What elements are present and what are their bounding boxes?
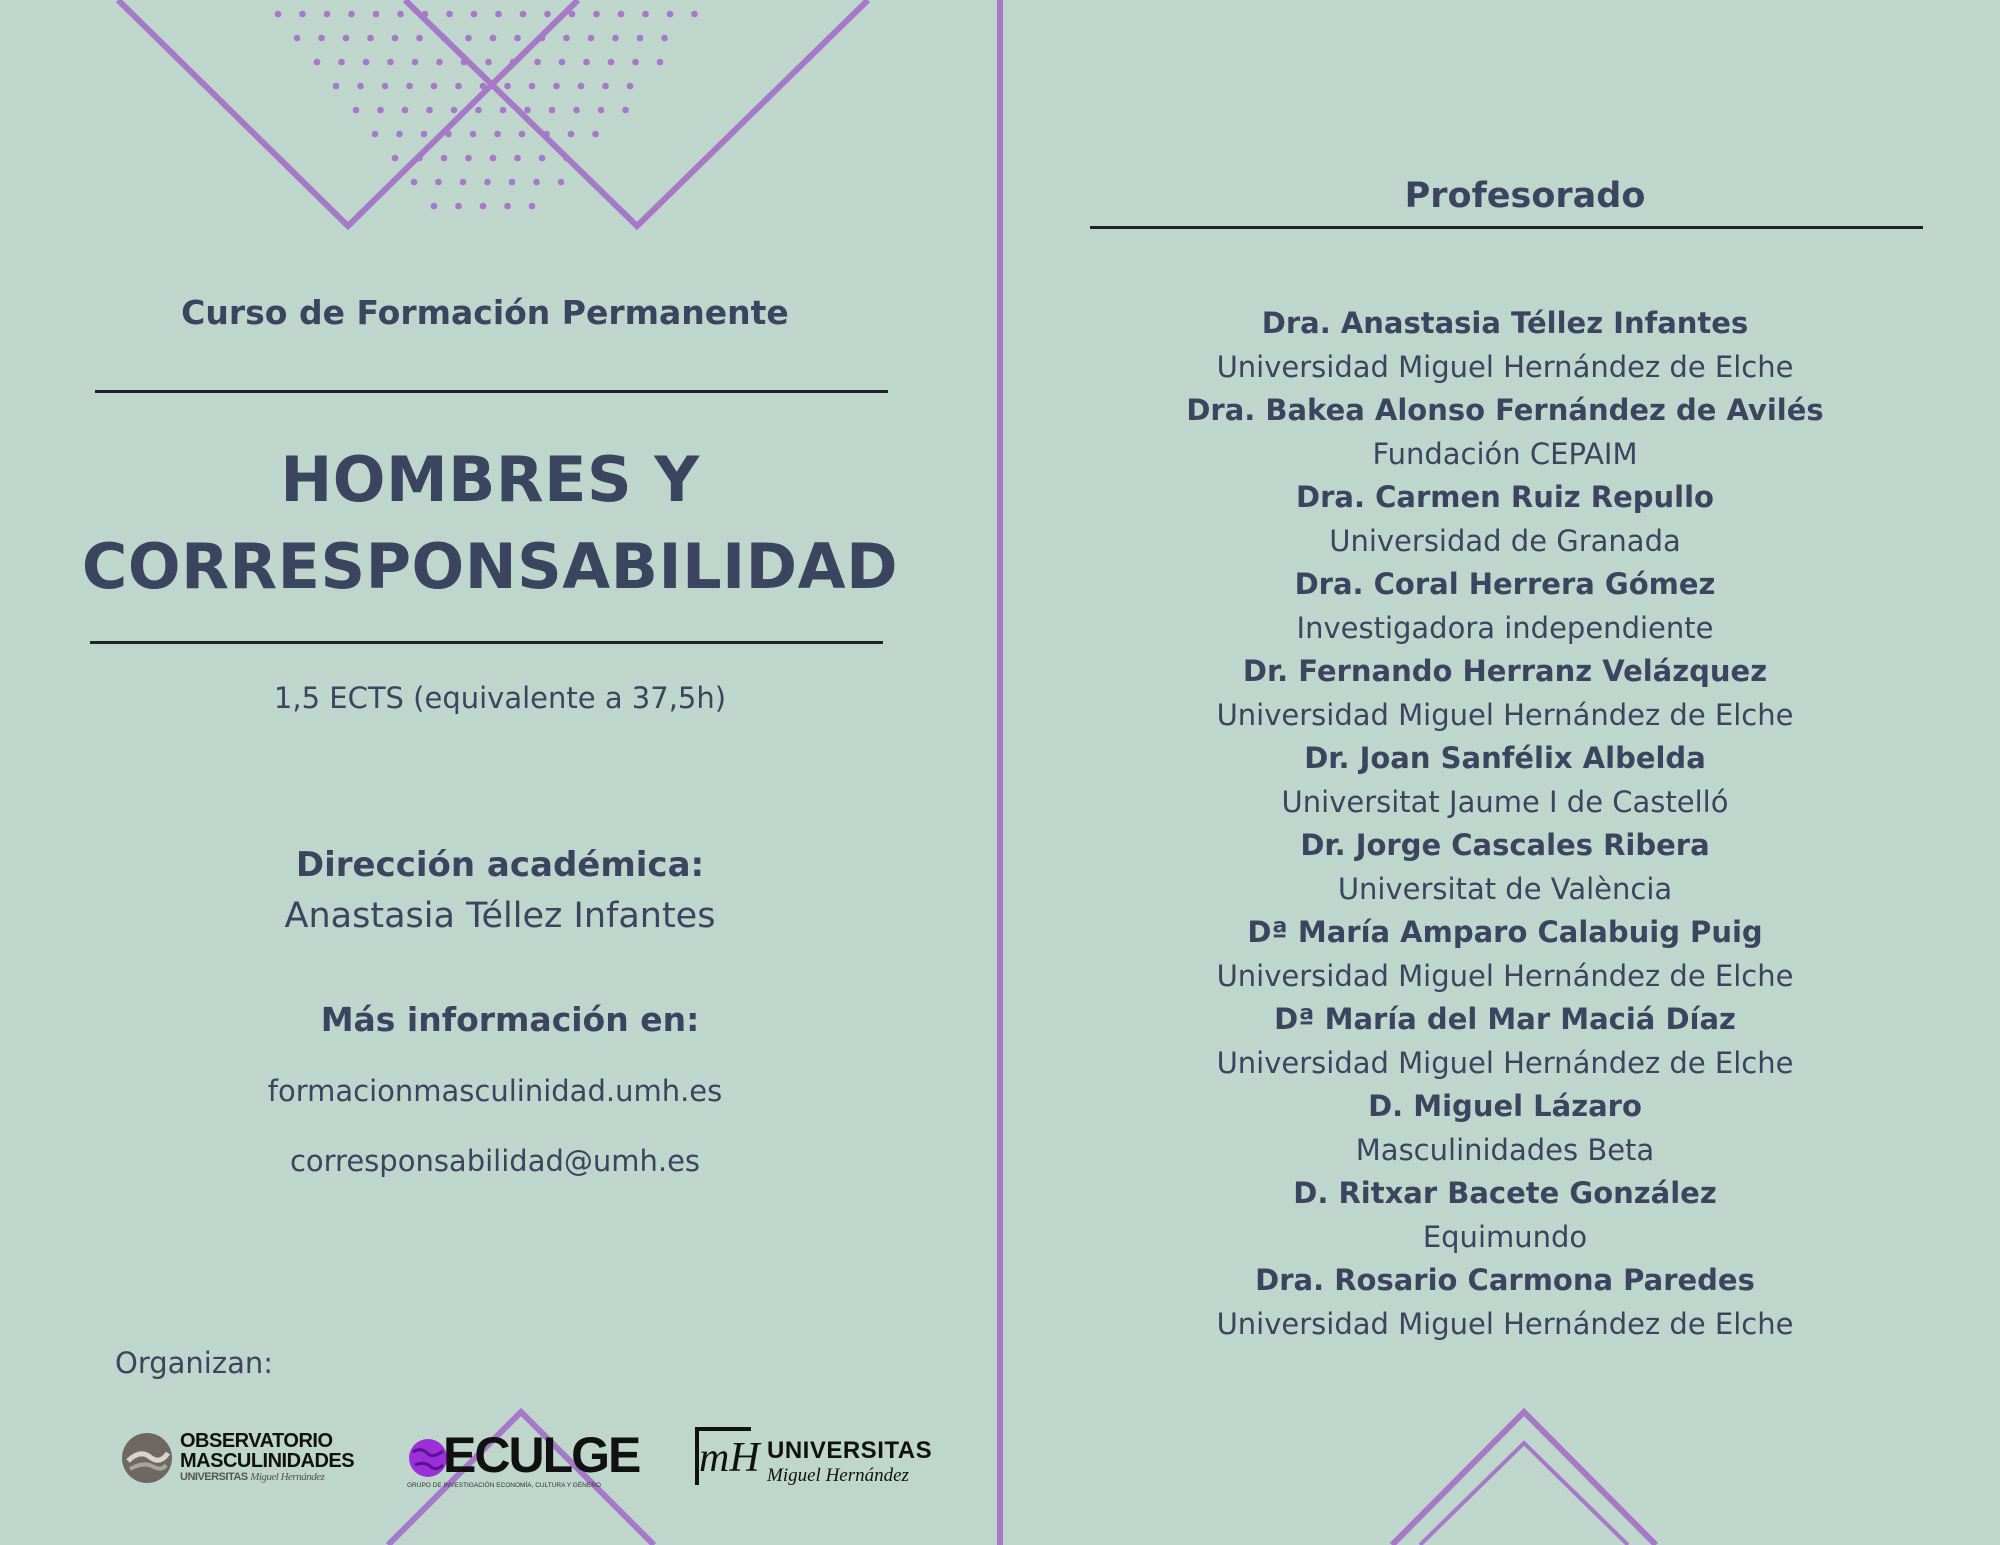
faculty-member-name: Dra. Anastasia Téllez Infantes: [1261, 306, 1749, 340]
eculge-subtitle: GRUPO DE INVESTIGACIÓN ECONOMÍA, CULTURA Y GÉNERO: [407, 1482, 601, 1489]
bottom-right-triangle-outer: [1392, 1412, 1656, 1545]
faculty-member-name: D. Miguel Lázaro: [1368, 1089, 1642, 1123]
course-type: Curso de Formación Permanente: [181, 293, 789, 332]
faculty-member-institution: Universidad de Granada: [1329, 523, 1681, 558]
faculty-member-name: Dra. Rosario Carmona Paredes: [1255, 1263, 1755, 1297]
faculty-member: [1090, 824, 1920, 911]
faculty-member-name: Dª María Amparo Calabuig Puig: [1247, 915, 1763, 949]
eculge-name: ECULGE: [443, 1427, 640, 1483]
faculty-member-institution: Universitat Jaume I de Castelló: [1281, 784, 1729, 819]
observatorio-line-1: OBSERVATORIO: [180, 1430, 333, 1452]
course-title-line-1: HOMBRES Y: [280, 443, 700, 516]
faculty-title: Profesorado: [1404, 176, 1646, 216]
bottom-right-triangle-inner: [1420, 1443, 1628, 1545]
faculty-member-name: Dra. Bakea Alonso Fernández de Avilés: [1186, 393, 1824, 427]
observatorio-line-2: MASCULINIDADES: [180, 1450, 355, 1472]
faculty-member: [1090, 911, 1920, 998]
faculty-member-institution: Investigadora independiente: [1296, 610, 1714, 645]
hands-emblem-icon: [120, 1431, 174, 1485]
faculty-member: [1090, 563, 1920, 650]
faculty-member-institution: Universidad Miguel Hernández de Elche: [1216, 349, 1794, 384]
direction-name: Anastasia Téllez Infantes: [284, 896, 716, 936]
course-title: [60, 436, 920, 610]
faculty-title-rule: [1090, 226, 1923, 229]
umh-line-1: UNIVERSITAS: [767, 1437, 933, 1464]
faculty-member-institution: Universidad Miguel Hernández de Elche: [1216, 697, 1794, 732]
faculty-list: [1090, 302, 1920, 1346]
faculty-member-institution: Universitat de València: [1337, 871, 1673, 906]
faculty-member-institution: Universidad Miguel Hernández de Elche: [1216, 1306, 1794, 1341]
more-info-label: Más información en:: [320, 1000, 700, 1039]
title-rule-bottom: [90, 641, 883, 644]
faculty-member-name: Dr. Joan Sanfélix Albelda: [1304, 741, 1706, 775]
faculty-member: [1090, 998, 1920, 1085]
observatorio-masculinidades-logo: [120, 1425, 370, 1491]
left-v-shape: [118, 0, 578, 226]
faculty-member: [1090, 1172, 1920, 1259]
eculge-logo: [405, 1425, 645, 1491]
umh-line-2: Miguel Hernández: [767, 1465, 909, 1486]
faculty-member-name: Dª María del Mar Maciá Díaz: [1274, 1002, 1736, 1036]
faculty-member: [1090, 650, 1920, 737]
right-v-shape: [405, 0, 868, 226]
umh-logo: [695, 1425, 933, 1491]
faculty-member: [1090, 1259, 1920, 1346]
faculty-member-name: Dr. Fernando Herranz Velázquez: [1242, 654, 1768, 688]
observatorio-line-3a: UNIVERSITAS: [180, 1471, 248, 1483]
course-title-line-2: CORRESPONSABILIDAD: [81, 530, 899, 603]
faculty-member: [1090, 389, 1920, 476]
faculty-member-institution: Universidad Miguel Hernández de Elche: [1216, 1045, 1794, 1080]
dot-pattern: [275, 11, 698, 210]
website-link[interactable]: formacionmasculinidad.umh.es: [267, 1074, 723, 1108]
email-link[interactable]: corresponsabilidad@umh.es: [289, 1144, 701, 1178]
faculty-member: [1090, 476, 1920, 563]
title-rule-top: [95, 390, 888, 393]
direction-label: Dirección académica:: [295, 845, 705, 885]
faculty-member-name: Dra. Coral Herrera Gómez: [1294, 567, 1716, 601]
ects-credits: 1,5 ECTS (equivalente a 37,5h): [273, 681, 727, 715]
faculty-member-name: D. Ritxar Bacete González: [1293, 1176, 1717, 1210]
faculty-member: [1090, 302, 1920, 389]
faculty-member-institution: Masculinidades Beta: [1355, 1132, 1655, 1167]
observatorio-line-3b: Miguel Hernández: [250, 1471, 325, 1483]
faculty-member-name: Dr. Jorge Cascales Ribera: [1300, 828, 1710, 862]
faculty-member-institution: Equimundo: [1422, 1219, 1588, 1254]
umh-monogram-icon: mH: [695, 1427, 751, 1485]
organizers-label: Organizan:: [115, 1346, 273, 1380]
faculty-member-institution: Universidad Miguel Hernández de Elche: [1216, 958, 1794, 993]
faculty-member-institution: Fundación CEPAIM: [1372, 436, 1638, 471]
faculty-member: [1090, 737, 1920, 824]
faculty-member: [1090, 1085, 1920, 1172]
faculty-member-name: Dra. Carmen Ruiz Repullo: [1296, 480, 1714, 514]
